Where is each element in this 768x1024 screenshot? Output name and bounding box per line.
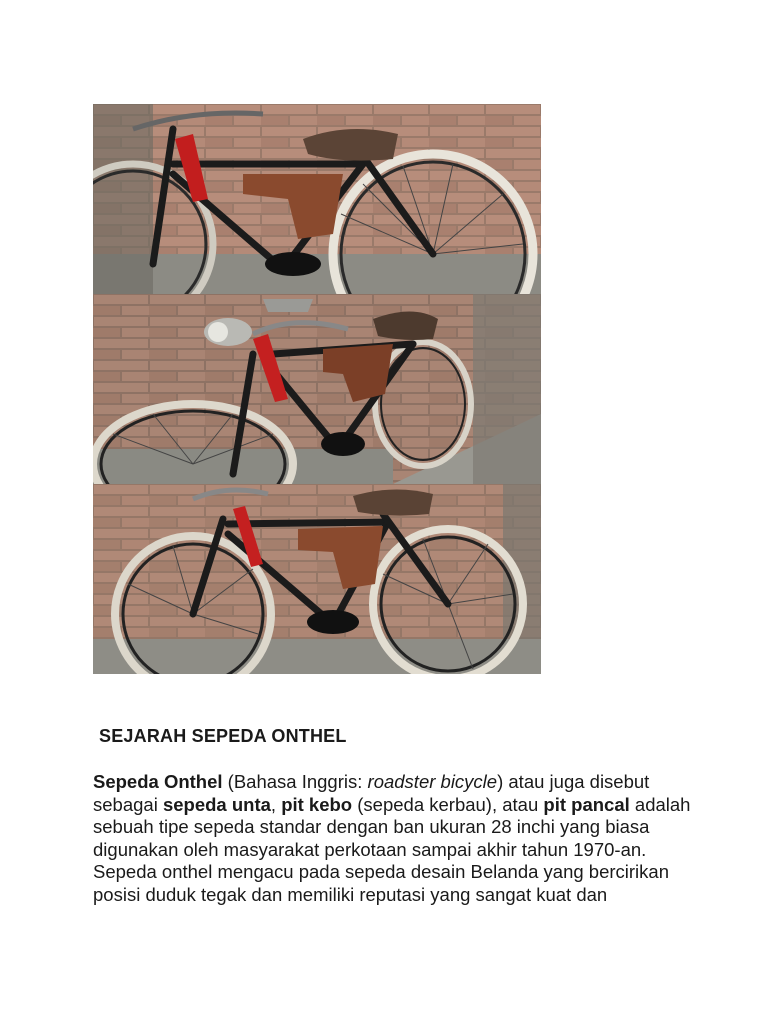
article-heading: SEJARAH SEPEDA ONTHEL bbox=[99, 726, 347, 746]
text-segment: adalah sebuah tipe sepeda standar dengan ban ukuran 28 inchi yang biasa digunakan oleh masyarakat perkotaan sampai akhir tahun 1970-an. Sepeda onthel mengacu pada sepeda desain Belanda yang bercirikan posisi duduk tegak dan memiliki reputasi yang sangat kuat dan bbox=[93, 793, 691, 905]
term-pit-pancal: pit pancal bbox=[543, 793, 630, 815]
bicycle-photo-1 bbox=[93, 104, 541, 294]
text-segment: ) atau juga disebut sebagai bbox=[93, 771, 650, 815]
term-pit-kebo: pit kebo bbox=[281, 793, 353, 815]
bicycle-photo-3 bbox=[93, 484, 541, 674]
article-paragraph bbox=[93, 771, 693, 906]
bicycle-photo-2 bbox=[93, 294, 541, 484]
bicycle-photo-collage bbox=[93, 104, 541, 674]
term-sepeda-unta: sepeda unta bbox=[162, 793, 271, 815]
text-segment: , bbox=[270, 793, 282, 815]
term-sepeda-onthel: Sepeda Onthel bbox=[93, 771, 223, 792]
text-segment: (sepeda kerbau), atau bbox=[352, 793, 544, 815]
text-segment: (Bahasa Inggris: bbox=[222, 771, 368, 792]
term-roadster-bicycle: roadster bicycle bbox=[367, 771, 498, 792]
